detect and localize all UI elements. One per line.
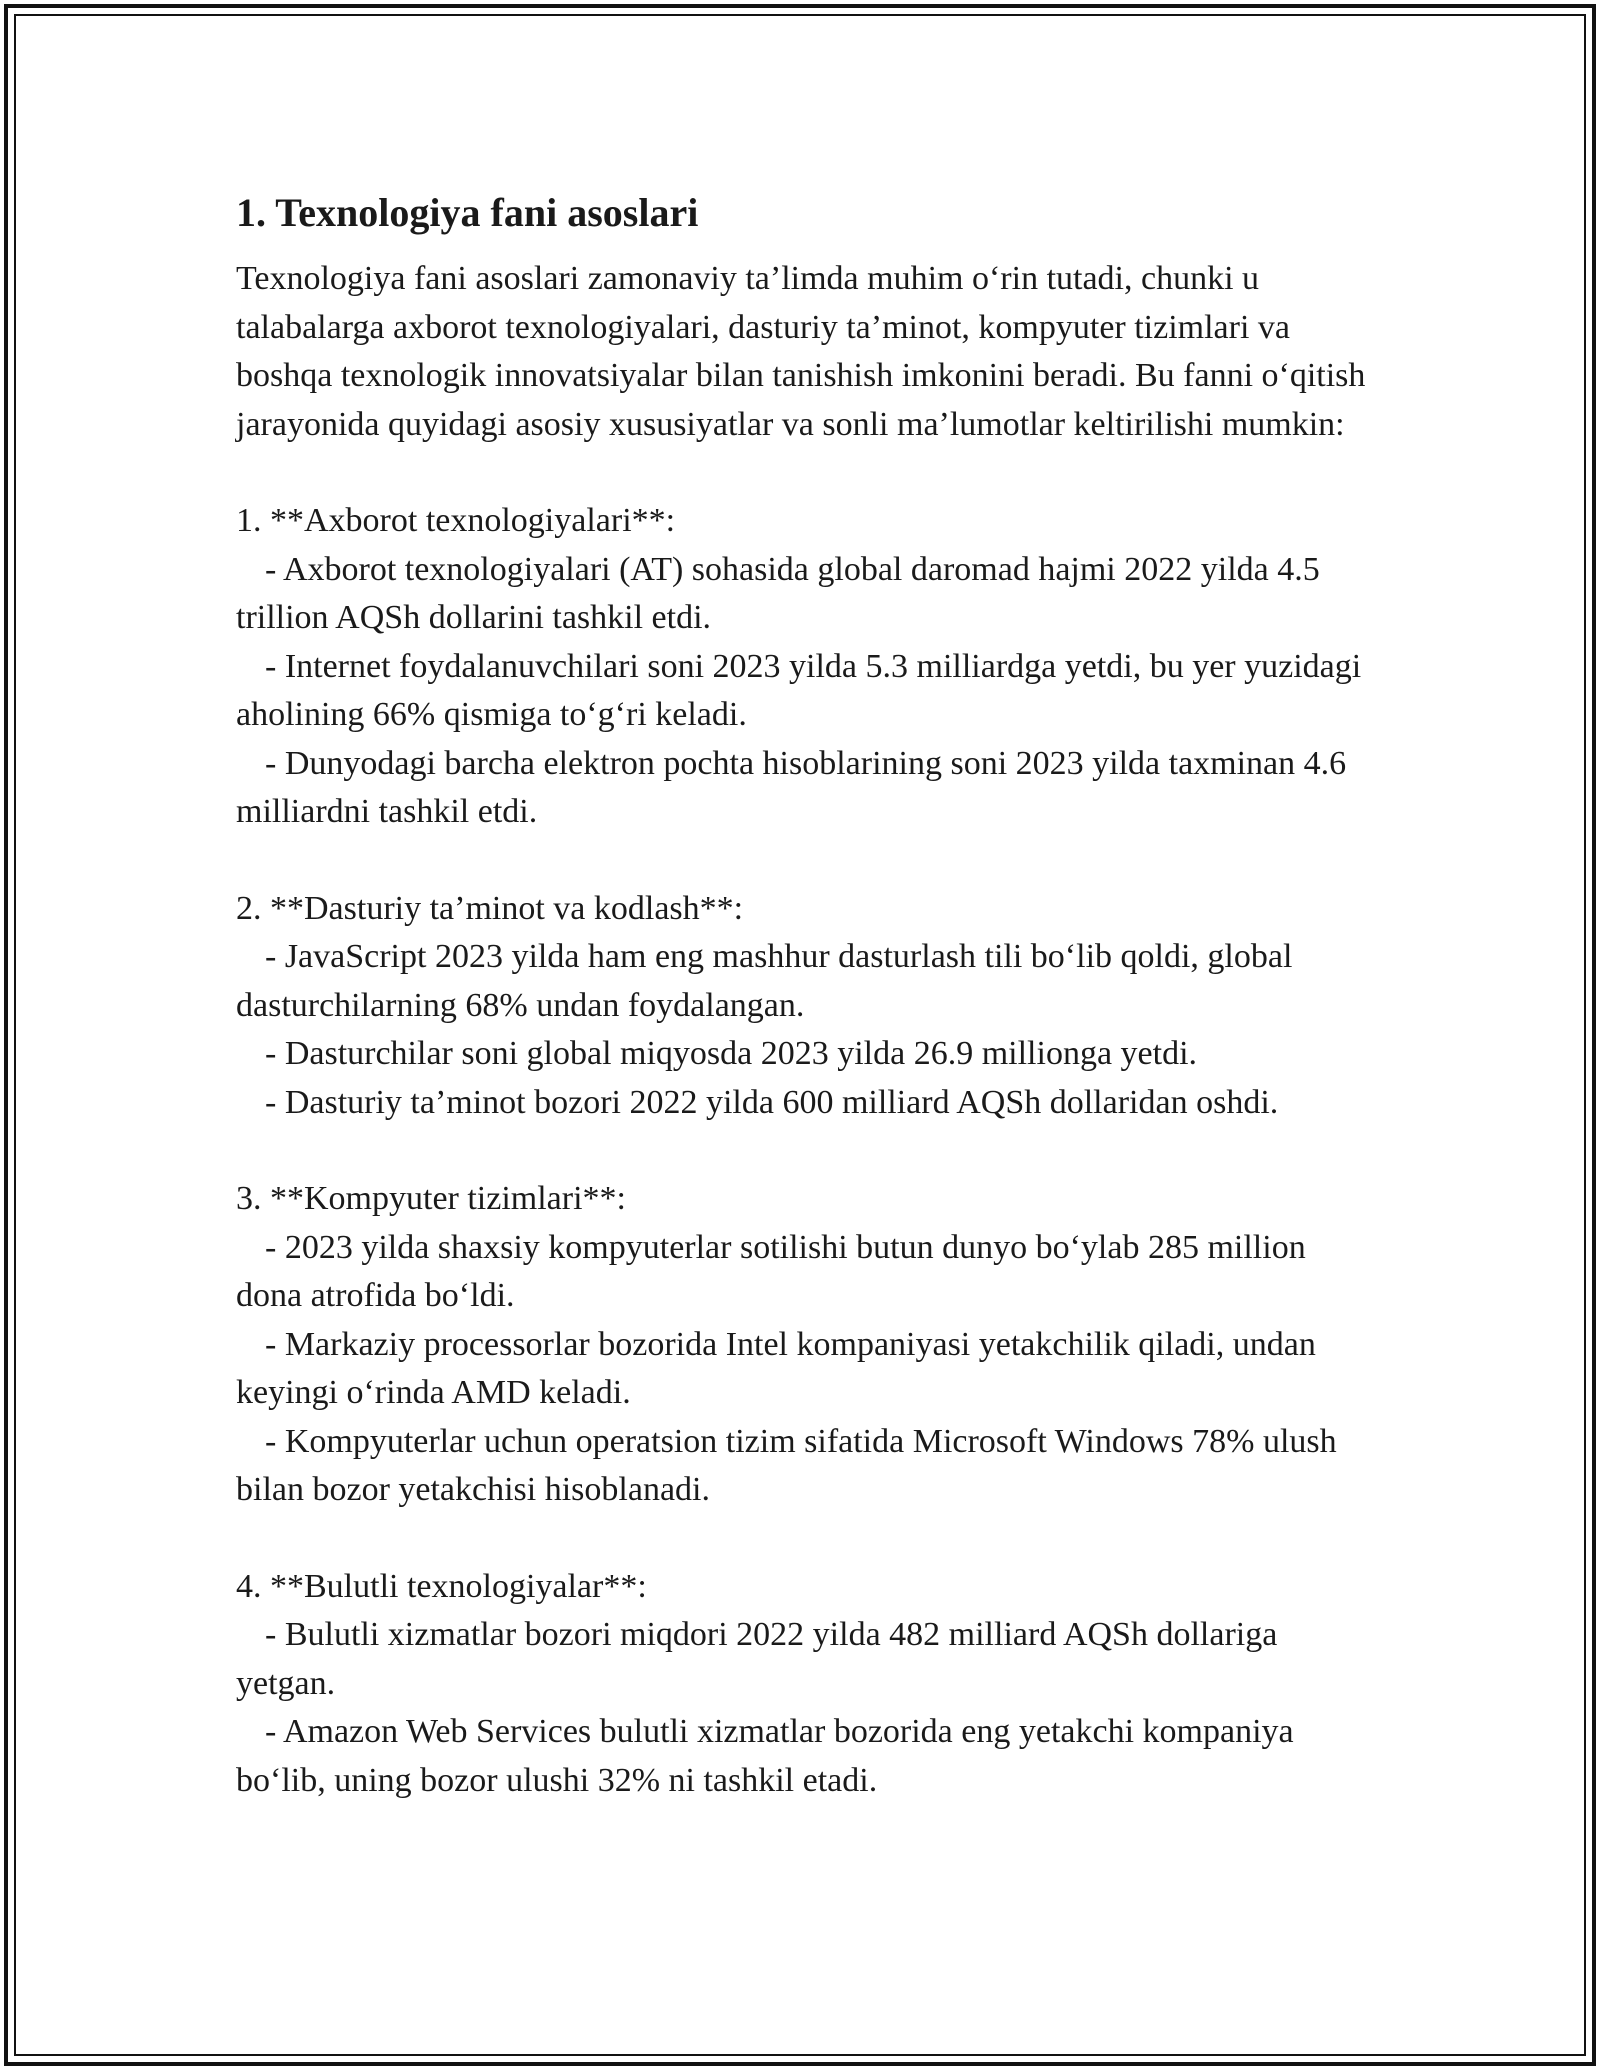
section-bulutli: [236, 1563, 1376, 1806]
list-item: - Kompyuterlar uchun operatsion tizim sifatida Microsoft Windows 78% ulush bilan bozor yetakchisi hisoblanadi.: [236, 1422, 1337, 1508]
section-heading: 4. **Bulutli texnologiyalar**:: [236, 1567, 647, 1605]
list-item: - Axborot texnologiyalari (AT) sohasida global daromad hajmi 2022 yilda 4.5 trillion AQSh dollarini tashkil etdi.: [236, 550, 1320, 636]
intro-paragraph: Texnologiya fani asoslari zamonaviy ta’limda muhim o‘rin tutadi, chunki u talabalarga axborot texnologiyalari, dasturiy ta’minot, kompyuter tizimlari va boshqa texnologik innovatsiyalar bilan tanishish imkonini beradi. Bu fanni o‘qitish jarayonida quyidagi asosiy xususiyatlar va sonli ma’lumotlar keltirilishi mumkin:: [236, 260, 1366, 443]
list-item: - Dasturiy ta’minot bozori 2022 yilda 600 milliard AQSh dollaridan oshdi.: [265, 1083, 1279, 1121]
section-kompyuter: [236, 1175, 1376, 1515]
section-axborot: [236, 497, 1376, 837]
page-title: 1. Texnologiya fani asoslari: [236, 190, 699, 235]
list-item: - Markaziy processorlar bozorida Intel kompaniyasi yetakchilik qiladi, undan keyingi o‘rinda AMD keladi.: [236, 1325, 1316, 1411]
list-item: - Amazon Web Services bulutli xizmatlar bozorida eng yetakchi kompaniya bo‘lib, uning bozor ulushi 32% ni tashkil etadi.: [236, 1713, 1294, 1799]
section-dasturiy: [236, 885, 1376, 1128]
list-item: - Internet foydalanuvchilari soni 2023 yilda 5.3 milliardga yetdi, bu yer yuzidagi aholining 66% qismiga to‘g‘ri keladi.: [236, 647, 1362, 733]
list-item: - Bulutli xizmatlar bozori miqdori 2022 yilda 482 milliard AQSh dollariga yetgan.: [236, 1616, 1278, 1702]
list-item: - Dasturchilar soni global miqyosda 2023 yilda 26.9 millionga yetdi.: [265, 1035, 1198, 1072]
list-item: - 2023 yilda shaxsiy kompyuterlar sotilishi butun dunyo bo‘ylab 285 million dona atrofida bo‘ldi.: [236, 1228, 1306, 1314]
section-heading: 3. **Kompyuter tizimlari**:: [236, 1180, 626, 1217]
list-item: - Dunyodagi barcha elektron pochta hisoblarining soni 2023 yilda taxminan 4.6 milliardni tashkil etdi.: [236, 744, 1347, 830]
list-item: - JavaScript 2023 yilda ham eng mashhur dasturlash tili bo‘lib qoldi, global dasturchilarning 68% undan foydalangan.: [236, 938, 1293, 1024]
section-heading: 1. **Axborot texnologiyalari**:: [236, 502, 676, 539]
document-body: [236, 185, 1376, 1805]
section-heading: 2. **Dasturiy ta’minot va kodlash**:: [236, 889, 744, 927]
